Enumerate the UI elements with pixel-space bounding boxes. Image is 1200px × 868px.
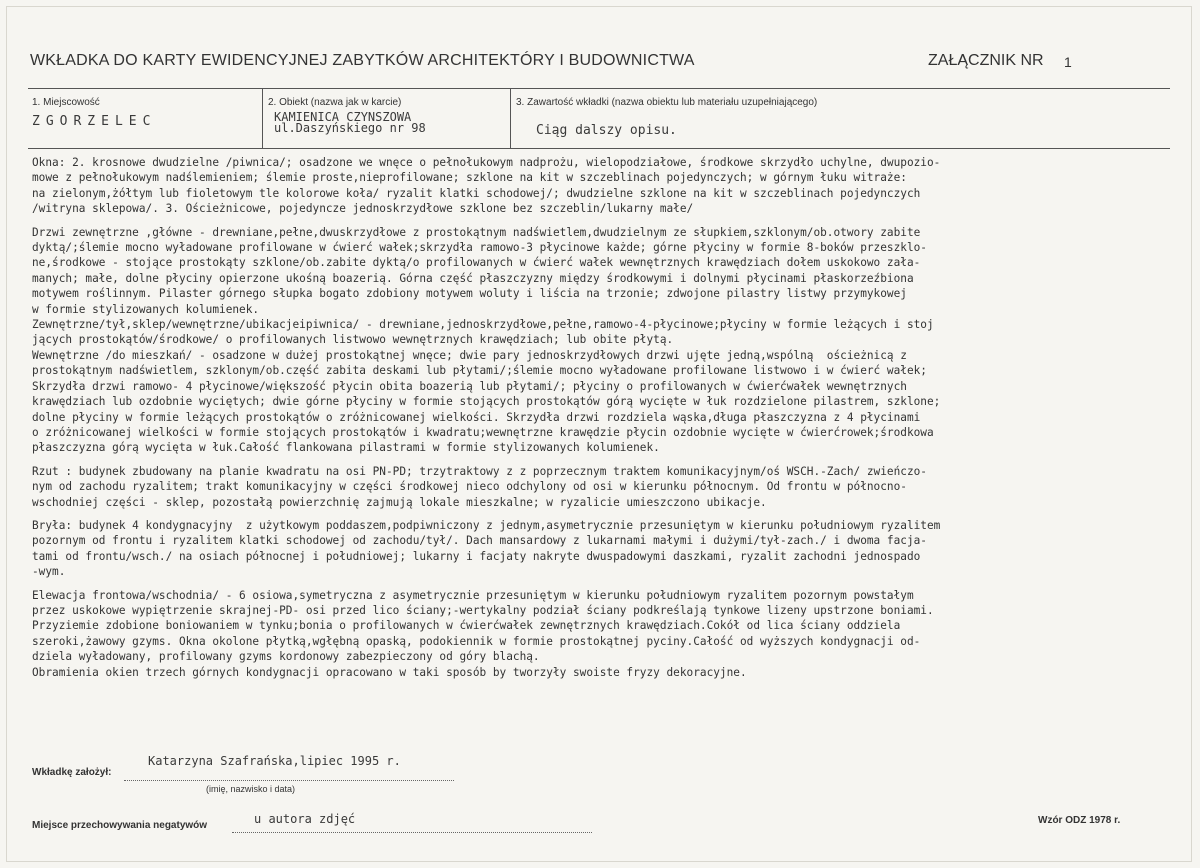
locality-value: ZGORZELEC: [32, 114, 157, 129]
object-value-name: KAMIENICA CZYNSZOWA: [274, 110, 412, 124]
paragraph-elevation: Elewacja frontowa/wschodnia/ - 6 osiowa,symetryczna z asymetrycznie przesuniętym w kierunku południowym ryzalitem pozornym powstałym przez uskokowe wypiętrzenie skrajnej-PD- osi przed lico ściany;-wertykalny podział ściany podkreślają tynkowe lizeny upstrzone boniami. Przyziemie zdobione boniowaniem w tynku;bonia o profilowanych w ćwierćwałek zewnętrznych krawędziach.Cokół od lica ściany oddziela szeroki,żawowy gzyms. Okna okolone płytką,wgłębną opaską, podokiennik w formie prostokątnej pyciny.Całość od wyższych kondygnacji od- dziela wyładowany, profilowany gzyms kordonowy zabezpieczony od góry blachą. Obramienia okien trzech górnych kondygnacji opracowano w taki sposób by tworzyły swoiste fryzy dekoracyjne.: [32, 588, 934, 679]
paragraph-doors: Drzwi zewnętrzne ,główne - drewniane,pełne,dwuskrzydłowe z prostokątnym nadświetlem,dwudzielnym ze słupkiem,szklonym/ob.otwory zabite dyktą/;ślemie mocno wyładowane profilowane w ćwierć wałek;skrzydła ramowo-3 płycinowe każde; górne płyciny w formie 8-boków przeszklo- ne,środkowe - stojące prostokąty szklone/ob.zabite dyktą/o profilowanych w ćwierć wałek wewnętrznych krawędziach dołem uskokowo zała- manych; małe, dolne płyciny opierzone ukośną boazerią. Górna część płaszczyzny między środkowymi i dolnymi płycinami płaskorzeźbiona motywem roślinnym. Pilaster górnego słupka bogato zdobiony motywem woluty i liścia na trzonie; zdwojone pilastry listwy przymykowej w formie stylizowanych kolumienek. Zewnętrzne/tył,sklep/wewnętrzne/ubikacjeipiwnica/ - drewniane,jednoskrzydłowe,pełne,ramowo-4-płycinowe;płyciny w formie leżących i stoj jących prostokątów/środkowe/ o profilowanych listwowo wewnętrznych krawędziach; lub obite płytą. Wewnętrzne /do mieszkań/ - osadzone w dużej prostokątnej wnęce; dwie pary jednoskrzydłowych drzwi ujęte jedną,wspólną ościeżnicą z prostokątnym nadświetlem, szklonym/ob.część zabita deskami lub płytami/;ślemie mocno wyładowane profilowane listwowo i w ćwierć wałek; Skrzydła drzwi ramowo- 4 płycinowe/większość płycin obita boazerią lub płytami/; płyciny o profilowanych w ćwierćwałek wewnętrznych krawędziach lub ozdobnie wyciętych; dwie górne płyciny w formie stojących prostokątów górą wycięte w łuk rozdzielone pilastrem, szklone; dolne płyciny w formie leżących prostokątów o zróżnicowanej wielkości. Skrzydła drzwi rozdziela wąska,długa płaszczyzna z 4 płycinami o zróżnicowanej wielkości w formie stojących prostokątów i kwadratu;wewnętrzne krawędzie płycin ozdobnie wycięte w ćwierćrowek;środkowa płaszczyzna górą wycięta w łuk.Całość flankowana pilastrami w formie stylizowanych kolumienek.: [32, 225, 941, 455]
paragraph-plan: Rzut : budynek zbudowany na planie kwadratu na osi PN-PD; trzytraktowy z z poprzecznym traktem komunikacyjnym/oś WSCH.-Zach/ zwieńczo- nym od zachodu ryzalitem; trakt komunikacyjny w części środkowej nieco odchylony od osi w kierunku północnym. Od frontu w północno- wschodniej części - sklep, pozostałą powierzchnię zajmują lokale mieszkalne; w ryzalicie umieszczono ubikacje.: [32, 464, 927, 509]
author-value: Katarzyna Szafrańska,lipiec 1995 r.: [148, 754, 401, 768]
paragraph-windows: Okna: 2. krosnowe dwudzielne /piwnica/; osadzone we wnęce o pełnołukowym nadprożu, wielopodziałowe, środkowe skrzydło uchylne, dwupozio- mowe z pełnołukowym nadślemieniem; ślemie proste,nieprofilowane; szklone na kit w szczeblinach pojedynczych; w górnym łuku witraże: na zielonym,żółtym lub fioletowym tle kolorowe koła/ ryzalit klatki schodowej/; dwudzielne szklone na kit w szczeblinach pojedynczych /witryna sklepowa/. 3. Ościeżnicowe, pojedyncze jednoskrzydłowe szklone bez szczeblin/lukarny małe/: [32, 156, 941, 216]
negatives-label: Miejsce przechowywania negatywów: [32, 820, 208, 831]
fields-rule: [28, 148, 1170, 149]
author-sub: (imię, nazwisko i data): [206, 784, 296, 794]
field-divider-2: [510, 88, 511, 148]
content-value: Ciąg dalszy opisu.: [536, 123, 677, 138]
annex-label: ZAŁĄCZNIK NR: [928, 52, 1044, 69]
field-divider-1: [262, 88, 263, 148]
content-label: 3. Zawartość wkładki (nazwa obiektu lub materiału uzupełniającego): [516, 97, 818, 108]
author-line: [124, 780, 454, 781]
header-rule: [28, 88, 1170, 89]
object-value-address: ul.Daszyńskiego nr 98: [274, 121, 426, 135]
locality-label: 1. Miejscowość: [32, 97, 100, 108]
paragraph-mass: Bryła: budynek 4 kondygnacyjny z użytkowym poddaszem,podpiwniczony z jednym,asymetrycznie przesuniętym w kierunku południowym ryzalitem pozornym od frontu i ryzalitem klatki schodowej od zachodu/tył/. Dach mansardowy z lukarnami małymi i dużymi/tył-zach./ i dwoma facja- tami od frontu/wsch./ na osiach północnej i południowej; lukarny i facjaty nakryte dwuspadowymi daszkami, ryzalit zachodni jednospado -wym.: [32, 518, 941, 579]
description-body: [32, 155, 1192, 680]
negatives-line: [232, 832, 592, 833]
object-label: 2. Obiekt (nazwa jak w karcie): [268, 97, 402, 108]
annex-number: 1: [1064, 54, 1072, 70]
form-code: Wzór ODZ 1978 r.: [1038, 815, 1121, 826]
author-label: Wkładkę założył:: [32, 767, 112, 778]
form-title: WKŁADKA DO KARTY EWIDENCYJNEJ ZABYTKÓW ARCHITEKTÓRY I BUDOWNICTWA: [30, 52, 695, 69]
negatives-value: u autora zdjęć: [254, 812, 356, 826]
